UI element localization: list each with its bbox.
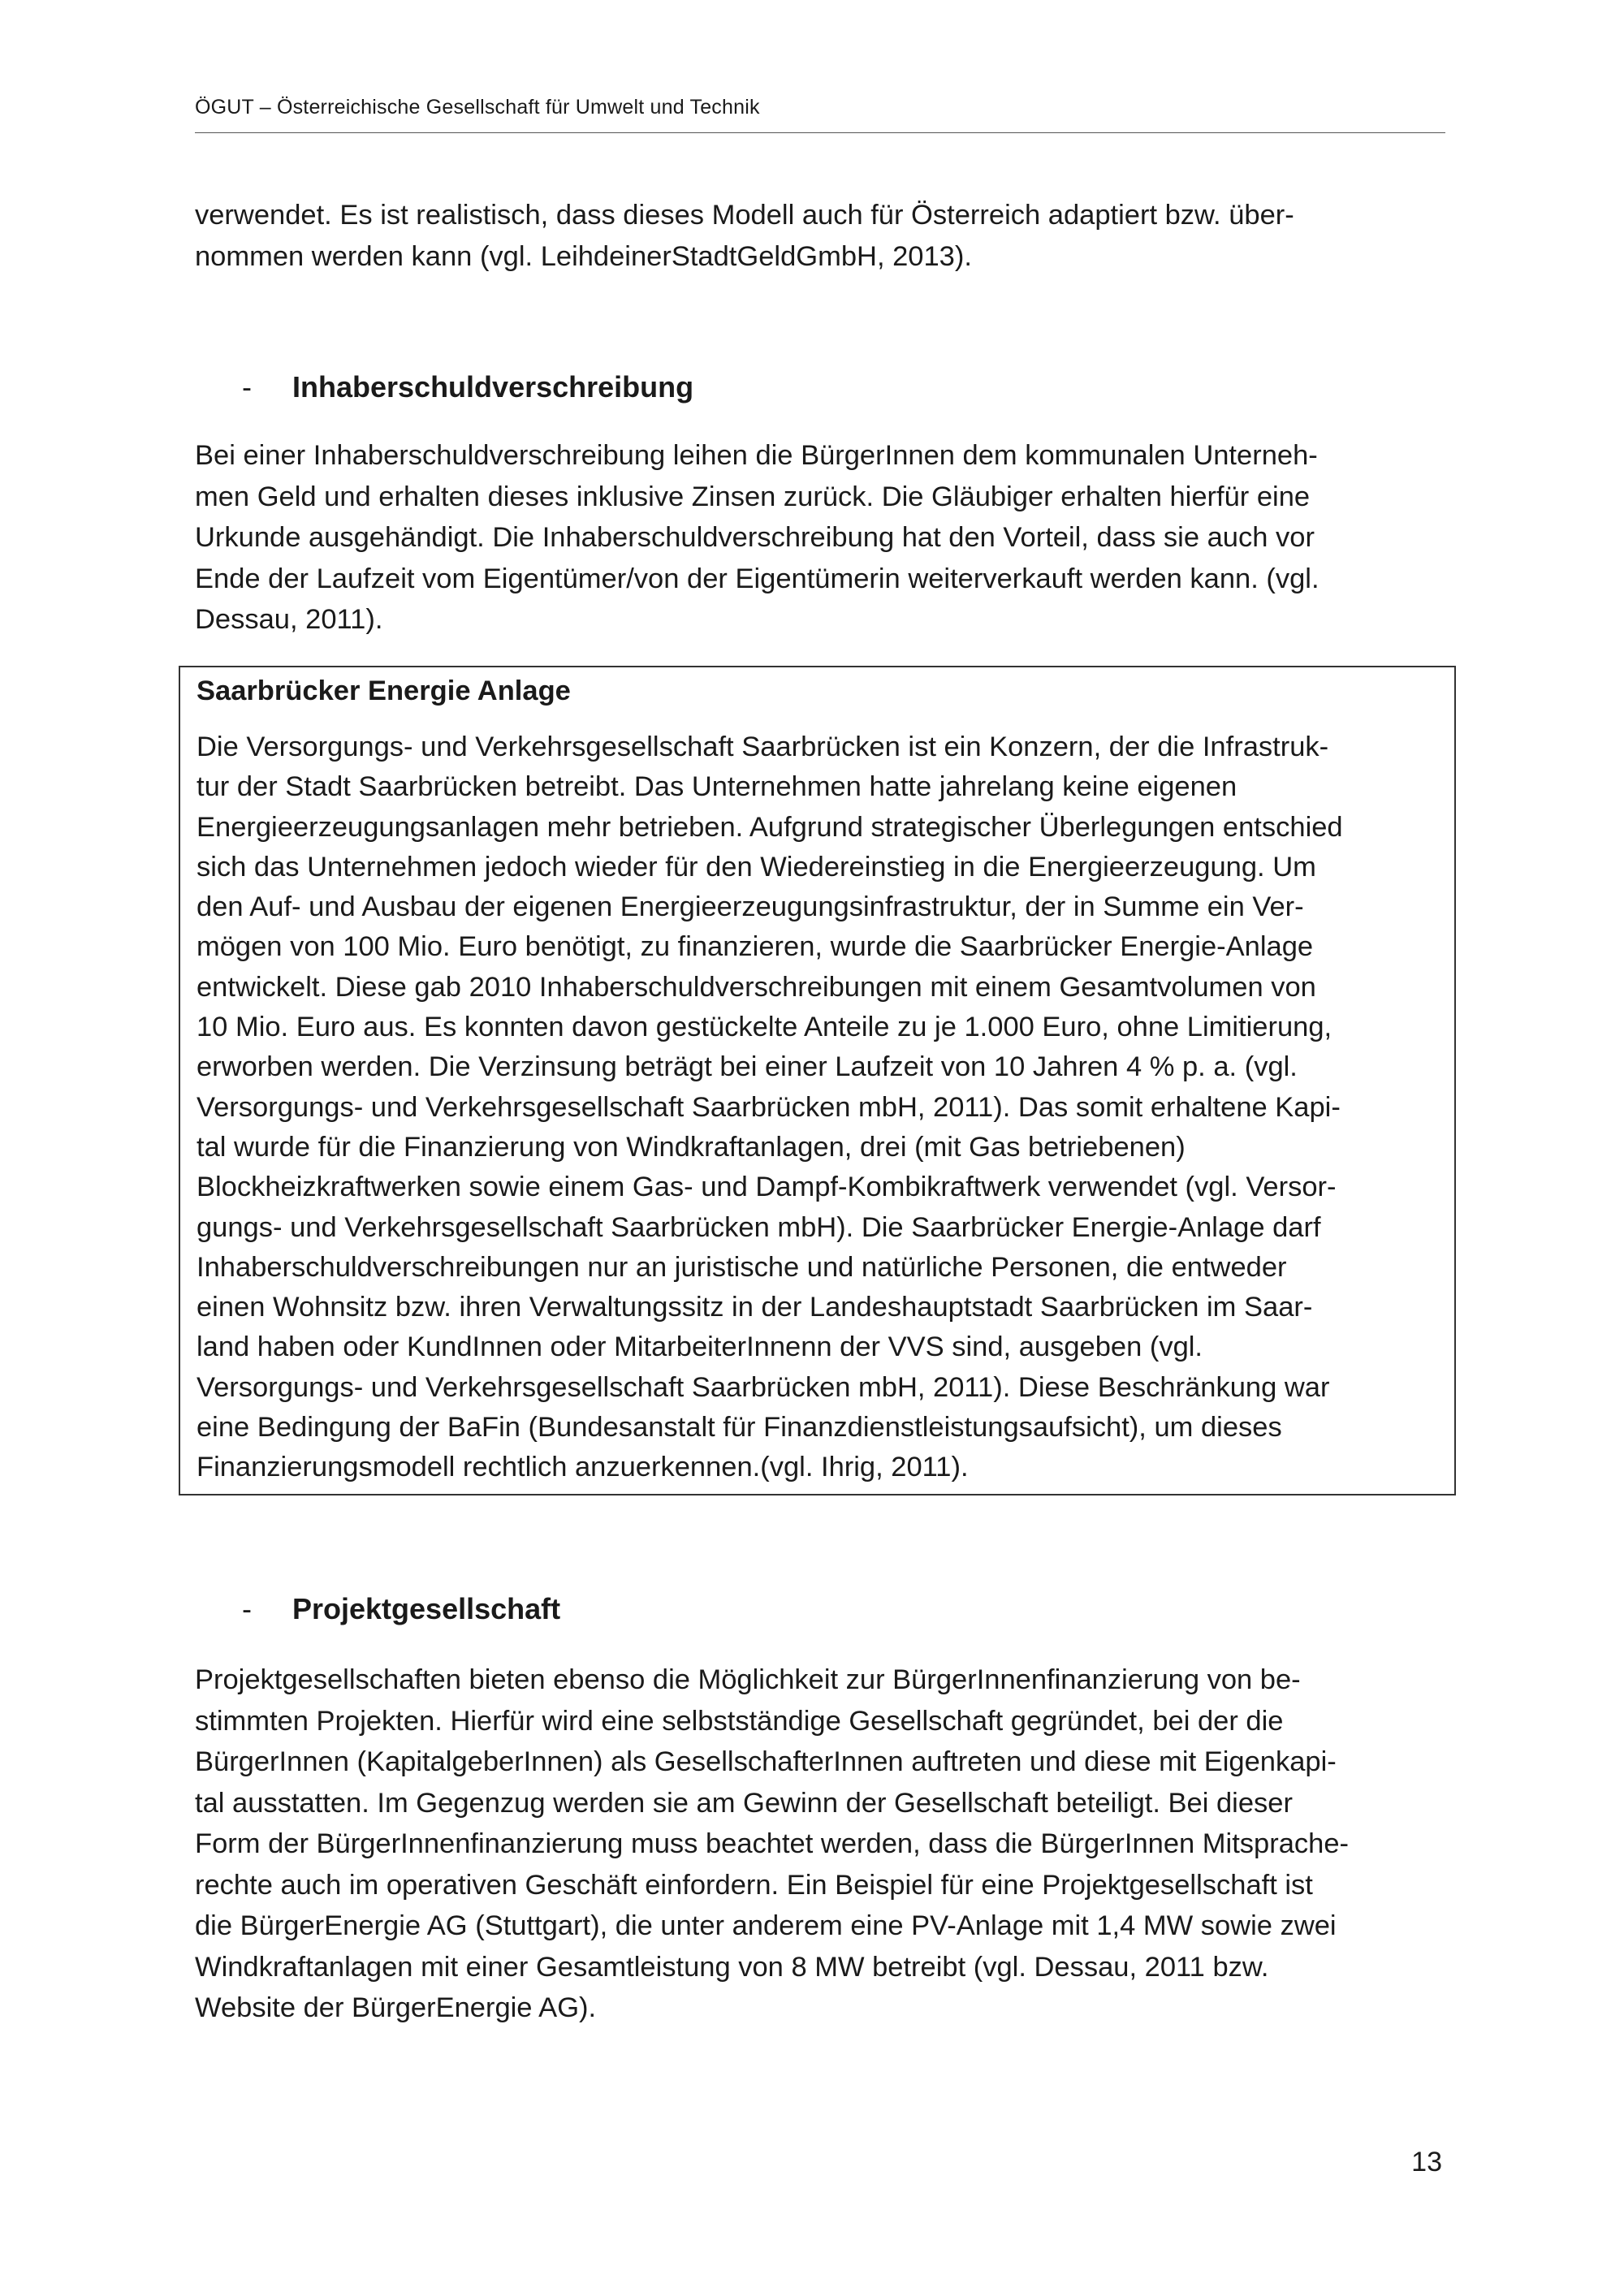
projekt-paragraph (195, 1659, 1445, 2029)
bullet-dash: - (242, 370, 252, 404)
text-line: Energieerzeugungsanlagen mehr betrieben. Aufgrund strategischer Überlegungen entschied (197, 811, 1343, 843)
text-line: Blockheizkraftwerken sowie einem Gas- und Dampf-Kombikraftwerk verwendet (vgl. Versor- (197, 1172, 1337, 1203)
text-line: stimmten Projekten. Hierfür wird eine selbstständige Gesellschaft gegründet, bei der die (195, 1705, 1284, 1737)
page-number: 13 (1411, 2147, 1442, 2177)
text-line: gungs- und Verkehrsgesellschaft Saarbrücken mbH). Die Saarbrücker Energie-Anlage darf (197, 1211, 1321, 1243)
text-line: Urkunde ausgehändigt. Die Inhaberschuldverschreibung hat den Vorteil, dass sie auch vor (195, 522, 1315, 553)
text-line: Versorgungs- und Verkehrsgesellschaft Saarbrücken mbH, 2011). Diese Beschränkung war (197, 1371, 1330, 1403)
text-line: Finanzierungsmodell rechtlich anzuerkennen.(vgl. Ihrig, 2011). (197, 1452, 969, 1483)
section-heading-inhaberschuldverschreibung (242, 370, 693, 404)
example-box-title: Saarbrücker Energie Anlage (197, 675, 571, 706)
text-line: mögen von 100 Mio. Euro benötigt, zu finanzieren, wurde die Saarbrücker Energie-Anlage (197, 931, 1314, 963)
text-line: verwendet. Es ist realistisch, dass dieses Modell auch für Österreich adaptiert bzw. über- (195, 200, 1294, 231)
text-line: Inhaberschuldverschreibungen nur an juristische und natürliche Personen, die entweder (197, 1251, 1287, 1283)
text-line: sich das Unternehmen jedoch wieder für den Wiedereinstieg in die Energieerzeugung. Um (197, 851, 1316, 883)
example-box-saarbruecker (179, 666, 1456, 1495)
text-line: nommen werden kann (vgl. LeihdeinerStadtGeldGmbH, 2013). (195, 240, 972, 272)
text-line: Ende der Laufzeit vom Eigentümer/von der Eigentümerin weiterverkauft werden kann. (vgl. (195, 563, 1320, 594)
text-line: die BürgerEnergie AG (Stuttgart), die unter anderem eine PV-Anlage mit 1,4 MW sowie zwei (195, 1910, 1337, 1941)
intro-paragraph (195, 195, 1445, 277)
text-line: einen Wohnsitz bzw. ihren Verwaltungssitz in der Landeshauptstadt Saarbrücken im Saar- (197, 1292, 1313, 1323)
text-line: Versorgungs- und Verkehrsgesellschaft Saarbrücken mbH, 2011). Das somit erhaltene Kapi- (197, 1091, 1341, 1123)
text-line: Form der BürgerInnenfinanzierung muss beachtet werden, dass die BürgerInnen Mitsprache- (195, 1828, 1350, 1859)
text-line: eine Bedingung der BaFin (Bundesanstalt für Finanzdienstleistungsaufsicht), um dieses (197, 1412, 1282, 1444)
text-line: Bei einer Inhaberschuldverschreibung leihen die BürgerInnen dem kommunalen Unterneh- (195, 440, 1318, 471)
section-heading-projektgesellschaft (242, 1592, 560, 1626)
page-header-title: ÖGUT – Österreichische Gesellschaft für Umwelt und Technik (195, 96, 760, 119)
inhaber-paragraph (195, 435, 1445, 641)
text-line: entwickelt. Diese gab 2010 Inhaberschuldverschreibungen mit einem Gesamtvolumen von (197, 971, 1316, 1003)
text-line: Website der BürgerEnergie AG). (195, 1992, 597, 2023)
text-line: Die Versorgungs- und Verkehrsgesellschaft Saarbrücken ist ein Konzern, der die Infrastruk- (197, 732, 1329, 762)
header-divider (195, 132, 1445, 133)
section-title: Projektgesellschaft (292, 1592, 561, 1625)
text-line: Projektgesellschaften bieten ebenso die Möglichkeit zur BürgerInnenfinanzierung von be- (195, 1664, 1301, 1695)
text-line: land haben oder KundInnen oder MitarbeiterInnenn der VVS sind, ausgeben (vgl. (197, 1331, 1203, 1363)
text-line: den Auf- und Ausbau der eigenen Energieerzeugungsinfrastruktur, der in Summe ein Ver- (197, 891, 1304, 923)
bullet-dash: - (242, 1592, 252, 1625)
example-box-body (197, 727, 1343, 1488)
text-line: 10 Mio. Euro aus. Es konnten davon gestückelte Anteile zu je 1.000 Euro, ohne Limitierung, (197, 1012, 1332, 1043)
section-title: Inhaberschuldverschreibung (292, 370, 694, 404)
text-line: Windkraftanlagen mit einer Gesamtleistung von 8 MW betreibt (vgl. Dessau, 2011 bzw. (195, 1951, 1269, 1983)
text-line: tal ausstatten. Im Gegenzug werden sie am Gewinn der Gesellschaft beteiligt. Bei dieser (195, 1787, 1293, 1819)
text-line: men Geld und erhalten dieses inklusive Zinsen zurück. Die Gläubiger erhalten hierfür eine (195, 481, 1311, 512)
text-line: tur der Stadt Saarbrücken betreibt. Das Unternehmen hatte jahrelang keine eigenen (197, 771, 1237, 803)
text-line: tal wurde für die Finanzierung von Windkraftanlagen, drei (mit Gas betriebenen) (197, 1131, 1186, 1163)
text-line: Dessau, 2011). (195, 604, 383, 635)
text-line: rechte auch im operativen Geschäft einfordern. Ein Beispiel für eine Projektgesellschaft ist (195, 1869, 1313, 1901)
text-line: BürgerInnen (KapitalgeberInnen) als GesellschafterInnen auftreten und diese mit Eigenkapi- (195, 1746, 1337, 1777)
text-line: erworben werden. Die Verzinsung beträgt bei einer Laufzeit von 10 Jahren 4 % p. a. (vgl. (197, 1051, 1298, 1083)
